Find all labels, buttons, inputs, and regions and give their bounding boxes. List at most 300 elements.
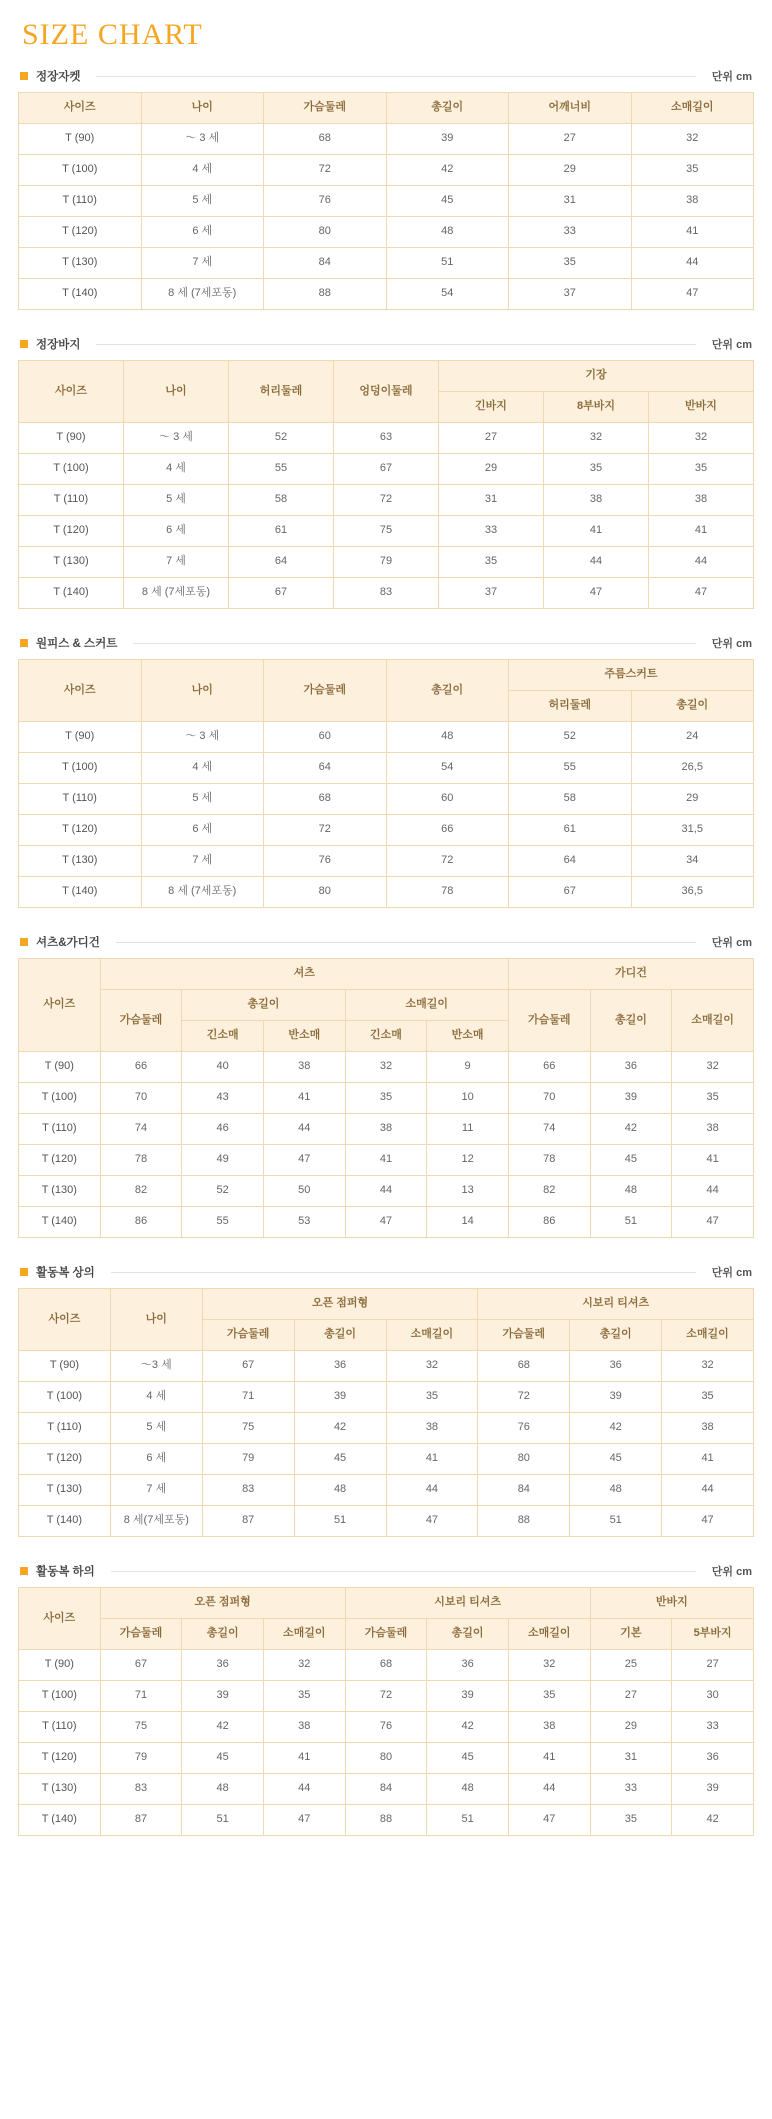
size-cell: T (110): [19, 186, 142, 217]
measure-cell: 60: [386, 784, 509, 815]
measure-cell: 72: [264, 155, 387, 186]
measure-cell: 32: [672, 1052, 754, 1083]
measure-cell: 45: [570, 1444, 662, 1475]
measure-cell: 41: [345, 1145, 427, 1176]
measure-cell: 6 세: [124, 516, 229, 547]
measure-cell: 35: [544, 454, 649, 485]
unit-label: 단위 cm: [711, 1267, 752, 1279]
measure-cell: 39: [182, 1681, 264, 1712]
column-header: 사이즈: [19, 1289, 111, 1351]
column-header: 총길이: [590, 990, 672, 1052]
size-cell: T (140): [19, 1805, 101, 1836]
measure-cell: 47: [631, 279, 754, 310]
measure-cell: 75: [100, 1712, 182, 1743]
divider-line: [116, 942, 696, 943]
measure-cell: 35: [672, 1083, 754, 1114]
measure-cell: 45: [427, 1743, 509, 1774]
measure-cell: 38: [649, 485, 754, 516]
measure-cell: 71: [202, 1382, 294, 1413]
measure-cell: 36: [182, 1650, 264, 1681]
size-cell: T (140): [19, 1207, 101, 1238]
measure-cell: 79: [202, 1444, 294, 1475]
measure-cell: 44: [508, 1774, 590, 1805]
column-header: 총길이: [294, 1320, 386, 1351]
size-cell: T (100): [19, 454, 124, 485]
measure-cell: 4 세: [110, 1382, 202, 1413]
measure-cell: 41: [631, 217, 754, 248]
unit-label: 단위 cm: [711, 339, 752, 351]
measure-cell: 48: [590, 1176, 672, 1207]
table-row: [19, 815, 754, 846]
table-row: [19, 1444, 754, 1475]
measure-cell: 87: [100, 1805, 182, 1836]
column-header: 총길이: [631, 691, 754, 722]
table-row: [19, 124, 754, 155]
table-head: [19, 1289, 754, 1351]
size-cell: T (90): [19, 124, 142, 155]
table-row: [19, 784, 754, 815]
measure-cell: 80: [264, 877, 387, 908]
measure-cell: 87: [202, 1506, 294, 1537]
measure-cell: 74: [100, 1114, 182, 1145]
measure-cell: 36,5: [631, 877, 754, 908]
measure-cell: 44: [649, 547, 754, 578]
measure-cell: 31: [590, 1743, 672, 1774]
size-cell: T (140): [19, 877, 142, 908]
measure-cell: 7 세: [124, 547, 229, 578]
column-header: 주름스커트: [509, 660, 754, 691]
header-row: [19, 660, 754, 691]
measure-cell: 67: [229, 578, 334, 609]
measure-cell: 32: [631, 124, 754, 155]
column-header: 가슴둘레: [100, 1619, 182, 1650]
size-section: [18, 336, 754, 609]
divider-line: [133, 643, 695, 644]
size-cell: T (100): [19, 155, 142, 186]
measure-cell: 29: [631, 784, 754, 815]
column-header: 시보리 티셔츠: [478, 1289, 754, 1320]
measure-cell: 42: [427, 1712, 509, 1743]
table-row: [19, 1176, 754, 1207]
table-row: [19, 1805, 754, 1836]
table-row: [19, 722, 754, 753]
measure-cell: 47: [508, 1805, 590, 1836]
column-header: 나이: [141, 93, 264, 124]
measure-cell: 26,5: [631, 753, 754, 784]
measure-cell: 38: [345, 1114, 427, 1145]
measure-cell: 6 세: [110, 1444, 202, 1475]
size-cell: T (110): [19, 1413, 111, 1444]
measure-cell: 14: [427, 1207, 509, 1238]
measure-cell: 47: [345, 1207, 427, 1238]
column-header: 긴소매: [182, 1021, 264, 1052]
size-cell: T (120): [19, 815, 142, 846]
measure-cell: 84: [264, 248, 387, 279]
table-row: [19, 846, 754, 877]
measure-cell: 84: [478, 1475, 570, 1506]
measure-cell: 7 세: [110, 1475, 202, 1506]
header-row: [19, 959, 754, 990]
section-header: [20, 1264, 752, 1280]
measure-cell: 30: [672, 1681, 754, 1712]
column-header: 사이즈: [19, 361, 124, 423]
section-header: [20, 336, 752, 352]
square-bullet-icon: [20, 340, 28, 348]
measure-cell: 35: [439, 547, 544, 578]
measure-cell: 29: [590, 1712, 672, 1743]
size-cell: T (110): [19, 485, 124, 516]
size-cell: T (100): [19, 1382, 111, 1413]
size-section: [18, 934, 754, 1238]
measure-cell: 58: [509, 784, 632, 815]
size-cell: T (90): [19, 1351, 111, 1382]
unit-label: 단위 cm: [711, 1566, 752, 1578]
measure-cell: 54: [386, 753, 509, 784]
header-row: [19, 990, 754, 1021]
measure-cell: 42: [570, 1413, 662, 1444]
size-cell: T (120): [19, 1743, 101, 1774]
column-header: 소매길이: [662, 1320, 754, 1351]
column-header: 긴소매: [345, 1021, 427, 1052]
table-head: [19, 660, 754, 722]
measure-cell: 35: [345, 1083, 427, 1114]
table-row: [19, 516, 754, 547]
measure-cell: 35: [263, 1681, 345, 1712]
section-title: 원피스 & 스커트: [36, 638, 118, 650]
measure-cell: 42: [294, 1413, 386, 1444]
measure-cell: 42: [590, 1114, 672, 1145]
measure-cell: 35: [590, 1805, 672, 1836]
table-body: [19, 1052, 754, 1238]
measure-cell: 10: [427, 1083, 509, 1114]
column-header: 오픈 점퍼형: [202, 1289, 478, 1320]
column-header: 가슴둘레: [508, 990, 590, 1052]
measure-cell: 45: [182, 1743, 264, 1774]
table-row: [19, 1351, 754, 1382]
size-cell: T (130): [19, 1475, 111, 1506]
column-header: 반바지: [649, 392, 754, 423]
measure-cell: 76: [264, 846, 387, 877]
column-header: 나이: [141, 660, 264, 722]
measure-cell: 79: [100, 1743, 182, 1774]
measure-cell: 52: [229, 423, 334, 454]
measure-cell: 51: [294, 1506, 386, 1537]
measure-cell: 33: [509, 217, 632, 248]
size-cell: T (110): [19, 1114, 101, 1145]
measure-cell: 84: [345, 1774, 427, 1805]
measure-cell: 47: [672, 1207, 754, 1238]
measure-cell: 32: [649, 423, 754, 454]
table-row: [19, 1382, 754, 1413]
measure-cell: 41: [508, 1743, 590, 1774]
measure-cell: 44: [263, 1774, 345, 1805]
header-row: [19, 1588, 754, 1619]
measure-cell: 32: [386, 1351, 478, 1382]
size-cell: T (130): [19, 846, 142, 877]
header-row: [19, 1289, 754, 1320]
measure-cell: 8 세 (7세포동): [141, 877, 264, 908]
table-row: [19, 547, 754, 578]
measure-cell: 68: [345, 1650, 427, 1681]
measure-cell: 32: [662, 1351, 754, 1382]
measure-cell: 39: [294, 1382, 386, 1413]
measure-cell: 32: [544, 423, 649, 454]
measure-cell: 72: [478, 1382, 570, 1413]
size-section: [18, 1264, 754, 1537]
measure-cell: 39: [427, 1681, 509, 1712]
measure-cell: 38: [263, 1712, 345, 1743]
column-header: 가슴둘레: [478, 1320, 570, 1351]
measure-cell: 42: [386, 155, 509, 186]
measure-cell: 66: [100, 1052, 182, 1083]
table-row: [19, 753, 754, 784]
measure-cell: ～3 세: [110, 1351, 202, 1382]
measure-cell: 38: [386, 1413, 478, 1444]
column-header: 가슴둘레: [202, 1320, 294, 1351]
column-header: 허리둘레: [509, 691, 632, 722]
table-head: [19, 1588, 754, 1650]
measure-cell: 45: [294, 1444, 386, 1475]
measure-cell: ～ 3 세: [141, 722, 264, 753]
measure-cell: 8 세 (7세포동): [124, 578, 229, 609]
measure-cell: 74: [508, 1114, 590, 1145]
measure-cell: 80: [345, 1743, 427, 1774]
measure-cell: 72: [345, 1681, 427, 1712]
measure-cell: 66: [508, 1052, 590, 1083]
measure-cell: 35: [662, 1382, 754, 1413]
size-table: [18, 958, 754, 1238]
measure-cell: 40: [182, 1052, 264, 1083]
measure-cell: 33: [590, 1774, 672, 1805]
column-header: 가디건: [508, 959, 753, 990]
measure-cell: 79: [334, 547, 439, 578]
size-table: [18, 1288, 754, 1537]
measure-cell: 47: [263, 1145, 345, 1176]
measure-cell: 80: [264, 217, 387, 248]
size-table: [18, 92, 754, 310]
measure-cell: 80: [478, 1444, 570, 1475]
measure-cell: 70: [100, 1083, 182, 1114]
table-body: [19, 423, 754, 609]
measure-cell: 86: [508, 1207, 590, 1238]
size-cell: T (140): [19, 578, 124, 609]
measure-cell: 27: [509, 124, 632, 155]
measure-cell: 41: [672, 1145, 754, 1176]
size-cell: T (110): [19, 784, 142, 815]
measure-cell: 68: [264, 124, 387, 155]
column-header: 소매길이: [263, 1619, 345, 1650]
measure-cell: 82: [508, 1176, 590, 1207]
column-header: 8부바지: [544, 392, 649, 423]
column-header: 가슴둘레: [264, 93, 387, 124]
measure-cell: 46: [182, 1114, 264, 1145]
square-bullet-icon: [20, 938, 28, 946]
measure-cell: 72: [264, 815, 387, 846]
measure-cell: 49: [182, 1145, 264, 1176]
column-header: 사이즈: [19, 660, 142, 722]
measure-cell: 47: [386, 1506, 478, 1537]
measure-cell: 83: [202, 1475, 294, 1506]
measure-cell: 39: [386, 124, 509, 155]
measure-cell: 48: [182, 1774, 264, 1805]
measure-cell: 39: [570, 1382, 662, 1413]
column-header: 반바지: [590, 1588, 753, 1619]
measure-cell: 48: [294, 1475, 386, 1506]
measure-cell: 41: [263, 1083, 345, 1114]
measure-cell: 51: [427, 1805, 509, 1836]
table-row: [19, 1743, 754, 1774]
measure-cell: 43: [182, 1083, 264, 1114]
measure-cell: 60: [264, 722, 387, 753]
measure-cell: 36: [294, 1351, 386, 1382]
header-row: [19, 361, 754, 392]
table-row: [19, 454, 754, 485]
square-bullet-icon: [20, 639, 28, 647]
measure-cell: 9: [427, 1052, 509, 1083]
column-header: 가슴둘레: [264, 660, 387, 722]
size-cell: T (110): [19, 1712, 101, 1743]
column-header: 총길이: [386, 93, 509, 124]
measure-cell: 4 세: [141, 155, 264, 186]
measure-cell: 78: [508, 1145, 590, 1176]
measure-cell: 67: [100, 1650, 182, 1681]
measure-cell: 83: [100, 1774, 182, 1805]
measure-cell: 68: [264, 784, 387, 815]
table-row: [19, 1650, 754, 1681]
measure-cell: 54: [386, 279, 509, 310]
measure-cell: 83: [334, 578, 439, 609]
measure-cell: 44: [662, 1475, 754, 1506]
size-table: [18, 360, 754, 609]
measure-cell: 88: [264, 279, 387, 310]
measure-cell: 71: [100, 1681, 182, 1712]
page-title: SIZE CHART: [22, 18, 203, 51]
measure-cell: 31,5: [631, 815, 754, 846]
table-body: [19, 1351, 754, 1537]
measure-cell: 76: [345, 1712, 427, 1743]
square-bullet-icon: [20, 1567, 28, 1575]
size-section: [18, 1563, 754, 1836]
measure-cell: 39: [590, 1083, 672, 1114]
measure-cell: 61: [229, 516, 334, 547]
column-header: 총길이: [182, 1619, 264, 1650]
column-header: 가슴둘레: [345, 1619, 427, 1650]
column-header: 소매길이: [508, 1619, 590, 1650]
size-cell: T (140): [19, 1506, 111, 1537]
column-header: 총길이: [386, 660, 509, 722]
column-header: 소매길이: [631, 93, 754, 124]
size-cell: T (120): [19, 217, 142, 248]
table-row: [19, 248, 754, 279]
measure-cell: 8 세(7세포동): [110, 1506, 202, 1537]
measure-cell: 32: [508, 1650, 590, 1681]
column-header: 시보리 티셔츠: [345, 1588, 590, 1619]
measure-cell: 48: [386, 217, 509, 248]
measure-cell: 5 세: [124, 485, 229, 516]
column-header: 소매길이: [386, 1320, 478, 1351]
measure-cell: 35: [631, 155, 754, 186]
size-cell: T (100): [19, 1083, 101, 1114]
size-table: [18, 1587, 754, 1836]
measure-cell: 44: [345, 1176, 427, 1207]
measure-cell: 55: [509, 753, 632, 784]
measure-cell: 41: [386, 1444, 478, 1475]
measure-cell: 34: [631, 846, 754, 877]
column-header: 5부바지: [672, 1619, 754, 1650]
table-row: [19, 1712, 754, 1743]
unit-label: 단위 cm: [711, 638, 752, 650]
table-row: [19, 1506, 754, 1537]
measure-cell: 51: [182, 1805, 264, 1836]
measure-cell: 39: [672, 1774, 754, 1805]
measure-cell: 86: [100, 1207, 182, 1238]
table-body: [19, 124, 754, 310]
measure-cell: 25: [590, 1650, 672, 1681]
column-header: 엉덩이둘레: [334, 361, 439, 423]
measure-cell: 38: [263, 1052, 345, 1083]
measure-cell: 36: [570, 1351, 662, 1382]
size-cell: T (90): [19, 423, 124, 454]
table-head: [19, 959, 754, 1052]
column-header: 반소매: [427, 1021, 509, 1052]
column-header: 사이즈: [19, 93, 142, 124]
measure-cell: 13: [427, 1176, 509, 1207]
table-body: [19, 1650, 754, 1836]
measure-cell: 42: [672, 1805, 754, 1836]
measure-cell: 51: [570, 1506, 662, 1537]
size-cell: T (130): [19, 1176, 101, 1207]
section-title: 활동복 상의: [36, 1267, 95, 1279]
size-cell: T (130): [19, 248, 142, 279]
divider-line: [111, 1571, 696, 1572]
measure-cell: 27: [439, 423, 544, 454]
table-row: [19, 1052, 754, 1083]
measure-cell: 51: [590, 1207, 672, 1238]
column-header: 셔츠: [100, 959, 508, 990]
measure-cell: 76: [264, 186, 387, 217]
measure-cell: 37: [439, 578, 544, 609]
measure-cell: 35: [386, 1382, 478, 1413]
size-table: [18, 659, 754, 908]
measure-cell: 24: [631, 722, 754, 753]
measure-cell: 38: [544, 485, 649, 516]
size-cell: T (90): [19, 722, 142, 753]
table-head: [19, 361, 754, 423]
measure-cell: 31: [509, 186, 632, 217]
column-header: 총길이: [570, 1320, 662, 1351]
section-title: 활동복 하의: [36, 1566, 95, 1578]
table-row: [19, 1413, 754, 1444]
measure-cell: 32: [345, 1052, 427, 1083]
table-row: [19, 217, 754, 248]
measure-cell: 7 세: [141, 248, 264, 279]
measure-cell: ～ 3 세: [124, 423, 229, 454]
table-row: [19, 1475, 754, 1506]
section-header: [20, 934, 752, 950]
size-cell: T (90): [19, 1052, 101, 1083]
table-row: [19, 485, 754, 516]
size-section: [18, 68, 754, 310]
measure-cell: 88: [345, 1805, 427, 1836]
measure-cell: 52: [509, 722, 632, 753]
measure-cell: 64: [264, 753, 387, 784]
square-bullet-icon: [20, 1268, 28, 1276]
measure-cell: 72: [386, 846, 509, 877]
measure-cell: 38: [631, 186, 754, 217]
measure-cell: 64: [509, 846, 632, 877]
measure-cell: 4 세: [141, 753, 264, 784]
measure-cell: 35: [508, 1681, 590, 1712]
